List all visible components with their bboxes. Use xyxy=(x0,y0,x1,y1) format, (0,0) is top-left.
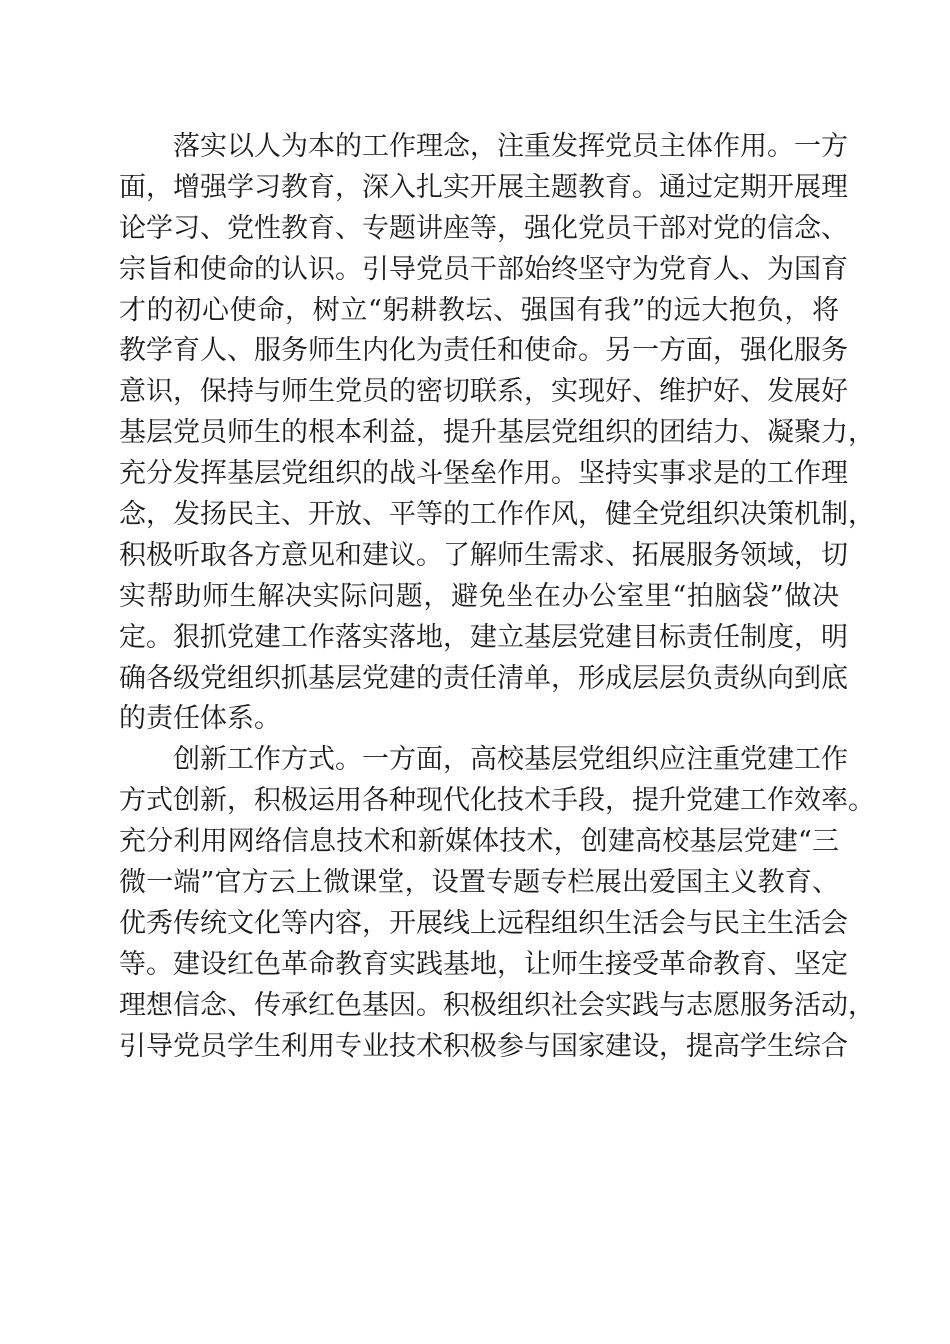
text-line: 意识，保持与师生党员的密切联系，实现好、维护好、发展好 xyxy=(119,376,848,408)
paragraph-2 xyxy=(119,740,875,1067)
text-line: 充分发挥基层党组织的战斗堡垒作用。坚持实事求是的工作理 xyxy=(119,458,848,490)
text-line: 确各级党组织抓基层党建的责任清单，形成层层负责纵向到底 xyxy=(119,662,848,694)
text-line: 创新工作方式。一方面，高校基层党组织应注重党建工作 xyxy=(173,744,848,776)
text-line: 实帮助师生解决实际问题，避免坐在办公室里“拍脑袋”做决 xyxy=(119,580,839,612)
text-line: 定。狠抓党建工作落实落地，建立基层党建目标责任制度，明 xyxy=(119,621,848,653)
text-line: 理想信念、传承红色基因。积极组织社会实践与志愿服务活动， xyxy=(119,989,875,1021)
paragraph-1 xyxy=(119,127,875,740)
text-line: 等。建设红色革命教育实践基地，让师生接受革命教育、坚定 xyxy=(119,948,848,980)
text-line: 念，发扬民主、开放、平等的工作作风，健全党组织决策机制， xyxy=(119,499,875,531)
text-line: 充分利用网络信息技术和新媒体技术，创建高校基层党建“三 xyxy=(119,826,839,858)
text-line: 优秀传统文化等内容，开展线上远程组织生活会与民主生活会 xyxy=(119,907,848,939)
text-line: 积极听取各方意见和建议。了解师生需求、拓展服务领域，切 xyxy=(119,539,848,571)
text-line: 微一端”官方云上微课堂，设置专题专栏展出爱国主义教育、 xyxy=(119,867,839,899)
text-line: 落实以人为本的工作理念，注重发挥党员主体作用。一方 xyxy=(173,131,848,162)
text-line: 基层党员师生的根本利益，提升基层党组织的团结力、凝聚力， xyxy=(119,417,875,449)
text-line: 的责任体系。 xyxy=(119,703,281,735)
text-line: 教学育人、服务师生内化为责任和使命。另一方面，强化服务 xyxy=(119,335,848,367)
text-line: 宗旨和使命的认识。引导党员干部始终坚守为党育人、为国育 xyxy=(119,253,848,285)
text-line: 论学习、党性教育、专题讲座等，强化党员干部对党的信念、 xyxy=(119,212,848,244)
text-line: 才的初心使命，树立“躬耕教坛、强国有我”的远大抱负，将 xyxy=(119,294,839,326)
text-line: 面，增强学习教育，深入扎实开展主题教育。通过定期开展理 xyxy=(119,171,848,203)
text-line: 方式创新，积极运用各种现代化技术手段，提升党建工作效率。 xyxy=(119,785,875,817)
text-line: 引导党员学生利用专业技术积极参与国家建设，提高学生综合 xyxy=(119,1030,848,1062)
document-body xyxy=(119,127,875,1067)
